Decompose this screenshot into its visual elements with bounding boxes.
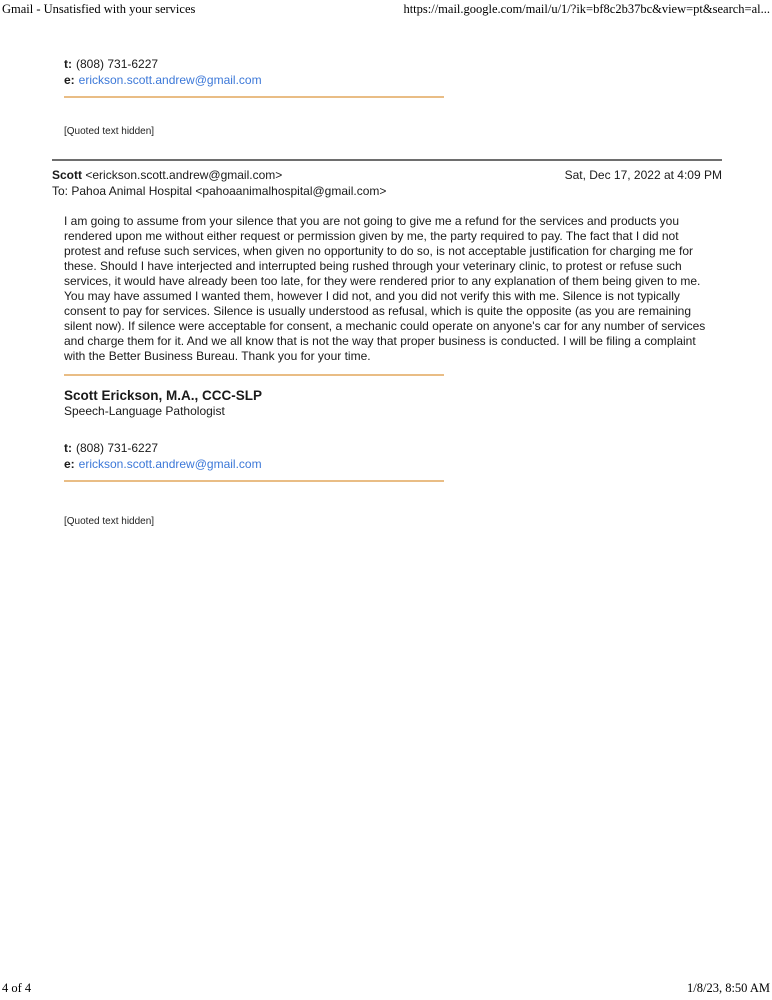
message-header — [52, 168, 722, 184]
quoted-text-hidden: [Quoted text hidden] — [64, 516, 155, 527]
signature-divider — [64, 96, 444, 98]
message-body: I am going to assume from your silence that you are not going to give me a refund for the services and products you rendered upon me without either request or permission given by me, the party required to pay. The fact that I did not protest and refuse such services, when given no opportunity to do so, is not acceptable justification for charging me for these. Should I have interjected and interrupted being rushed through your veterinary clinic, to protest or refuse such services, it would have already been too late, for they were rendered prior to any explanation of them being given to me. You may have assumed I wanted them, however I did not, and you did not verify this with me. Silence is not typically consent to pay for services. Silence is usually understood as refusal, which is quite the opposite (as you are remaining silent now). If silence were acceptable for consent, a mechanic could operate on anyone's car for any number of services and charge them for it. And we all know that is not the way that proper business is conducted. I will be filing a complaint with the Better Business Bureau. Thank you for your time. — [64, 214, 706, 363]
signature-divider — [64, 480, 444, 482]
phone-number: (808) 731-6227 — [76, 57, 159, 71]
phone-number: (808) 731-6227 — [76, 441, 159, 455]
top-signature-fragment — [64, 56, 722, 88]
email-line — [64, 72, 722, 88]
sender-name: Scott — [52, 168, 82, 182]
signature-divider — [64, 374, 444, 376]
signature-name: Scott Erickson, M.A., CCC-SLP — [64, 388, 263, 403]
email-link[interactable]: erickson.scott.andrew@gmail.com — [78, 457, 262, 471]
to-line: To: Pahoa Animal Hospital <pahoaanimalhospital@gmail.com> — [52, 183, 387, 198]
quoted-text-hidden: [Quoted text hidden] — [64, 126, 155, 137]
email-content — [52, 56, 722, 527]
phone-line — [64, 440, 722, 456]
print-header-url: https://mail.google.com/mail/u/1/?ik=bf8c2b37bc&view=pt&search=al... — [403, 2, 770, 16]
sender-email: <erickson.scott.andrew@gmail.com> — [85, 168, 283, 182]
signature-title: Speech-Language Pathologist — [64, 404, 225, 418]
message-divider — [52, 159, 722, 161]
phone-label: t: — [64, 57, 72, 71]
print-footer-page-number: 4 of 4 — [2, 981, 32, 995]
email-link[interactable]: erickson.scott.andrew@gmail.com — [78, 73, 262, 87]
signature-contact — [64, 440, 722, 472]
print-header — [2, 2, 770, 17]
email-line — [64, 456, 722, 472]
email-label: e: — [64, 457, 75, 471]
print-footer — [2, 981, 770, 996]
message-date: Sat, Dec 17, 2022 at 4:09 PM — [564, 168, 722, 182]
print-footer-timestamp: 1/8/23, 8:50 AM — [687, 981, 770, 995]
email-label: e: — [64, 73, 75, 87]
phone-label: t: — [64, 441, 72, 455]
print-header-title: Gmail - Unsatisfied with your services — [2, 2, 196, 16]
from-line — [52, 168, 282, 184]
phone-line — [64, 56, 722, 72]
